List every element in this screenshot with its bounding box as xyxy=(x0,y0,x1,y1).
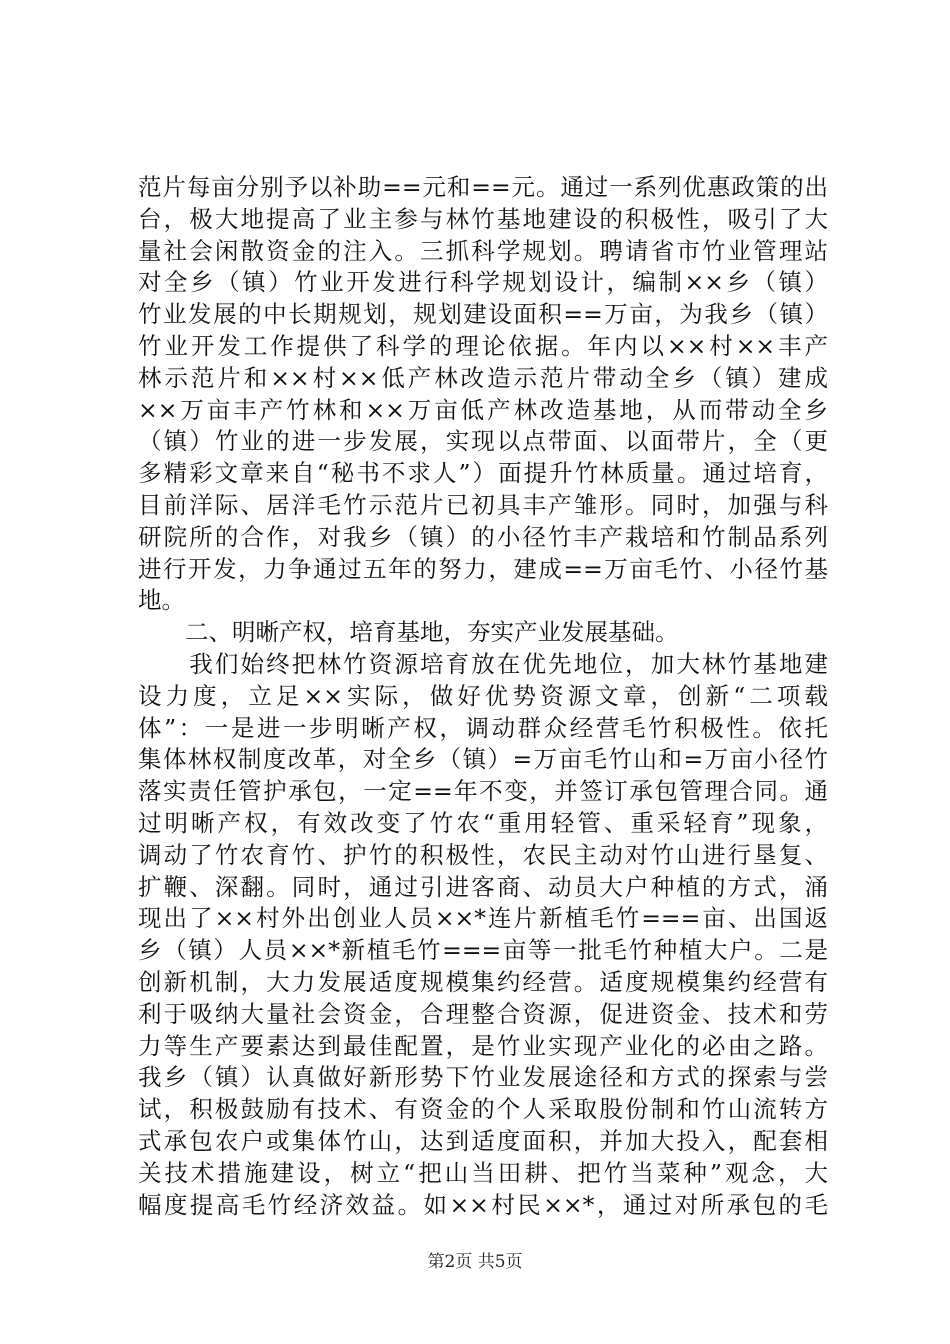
text-line: 调动了竹农育竹、护竹的积极性，农民主动对竹山进行垦复、 xyxy=(138,840,828,869)
text-line: 集体林权制度改革，对全乡（镇）=万亩毛竹山和=万亩小径竹 xyxy=(138,745,828,774)
text-line: 竹业发展的中长期规划，规划建设面积==万亩，为我乡（镇） xyxy=(138,300,828,329)
text-line: 乡（镇）人员××*新植毛竹===亩等一批毛竹种植大户。二是 xyxy=(138,936,828,965)
text-line: 扩鞭、深翻。同时，通过引进客商、动员大户种植的方式，涌 xyxy=(138,872,828,901)
text-line: 过明晰产权，有效改变了竹农“重用轻管、重采轻育”现象， xyxy=(138,808,828,837)
text-line: 幅度提高毛竹经济效益。如××村民××*，通过对所承包的毛 xyxy=(138,1190,828,1219)
text-line: 设力度，立足××实际，做好优势资源文章，创新“二项载 xyxy=(138,681,828,710)
text-line: 目前洋际、居洋毛竹示范片已初具丰产雏形。同时，加强与科 xyxy=(138,490,828,519)
page-footer: 第2页 共5页 xyxy=(427,1252,523,1272)
text-line: 试，积极鼓励有技术、有资金的个人采取股份制和竹山流转方 xyxy=(138,1095,828,1124)
text-line: 体”：一是进一步明晰产权，调动群众经营毛竹积极性。依托 xyxy=(138,713,828,742)
text-line: 多精彩文章来自“秘书不求人”）面提升竹林质量。通过培育， xyxy=(138,459,828,488)
text-line: 对全乡（镇）竹业开发进行科学规划设计，编制××乡（镇） xyxy=(138,268,828,297)
text-line: 进行开发，力争通过五年的努力，建成==万亩毛竹、小径竹基 xyxy=(138,554,828,583)
text-line: 现出了××村外出创业人员××*连片新植毛竹===亩、出国返 xyxy=(138,904,828,933)
text-line: 我们始终把林竹资源培育放在优先地位，加大林竹基地建 xyxy=(138,649,828,678)
text-line: 力等生产要素达到最佳配置，是竹业实现产业化的必由之路。 xyxy=(138,1031,828,1060)
text-line: 我乡（镇）认真做好新形势下竹业发展途径和方式的探索与尝 xyxy=(138,1063,828,1092)
text-line: 量社会闲散资金的注入。三抓科学规划。聘请省市竹业管理站 xyxy=(138,236,828,265)
text-line: 落实责任管护承包，一定==年不变，并签订承包管理合同。通 xyxy=(138,777,828,806)
document-body xyxy=(138,172,828,1221)
text-line: 地。 xyxy=(138,586,185,615)
text-line: 二、明晰产权，培育基地，夯实产业发展基础。 xyxy=(138,618,679,647)
text-line: 式承包农户或集体竹山，达到适度面积，并加大投入，配套相 xyxy=(138,1126,828,1155)
text-line: 研院所的合作，对我乡（镇）的小径竹丰产栽培和竹制品系列 xyxy=(138,522,828,551)
text-line: 创新机制，大力发展适度规模集约经营。适度规模集约经营有 xyxy=(138,967,828,996)
text-line: 竹业开发工作提供了科学的理论依据。年内以××村××丰产 xyxy=(138,331,828,360)
text-line: （镇）竹业的进一步发展，实现以点带面、以面带片，全（更 xyxy=(138,427,828,456)
text-line: 利于吸纳大量社会资金，合理整合资源，促进资金、技术和劳 xyxy=(138,999,828,1028)
text-line: ××万亩丰产竹林和××万亩低产林改造基地，从而带动全乡 xyxy=(138,395,828,424)
text-line: 台，极大地提高了业主参与林竹基地建设的积极性，吸引了大 xyxy=(138,204,828,233)
text-line: 范片每亩分别予以补助==元和==元。通过一系列优惠政策的出 xyxy=(138,173,828,201)
text-line: 林示范片和××村××低产林改造示范片带动全乡（镇）建成 xyxy=(138,363,828,392)
text-line: 关技术措施建设，树立“把山当田耕、把竹当菜种”观念，大 xyxy=(138,1158,828,1187)
